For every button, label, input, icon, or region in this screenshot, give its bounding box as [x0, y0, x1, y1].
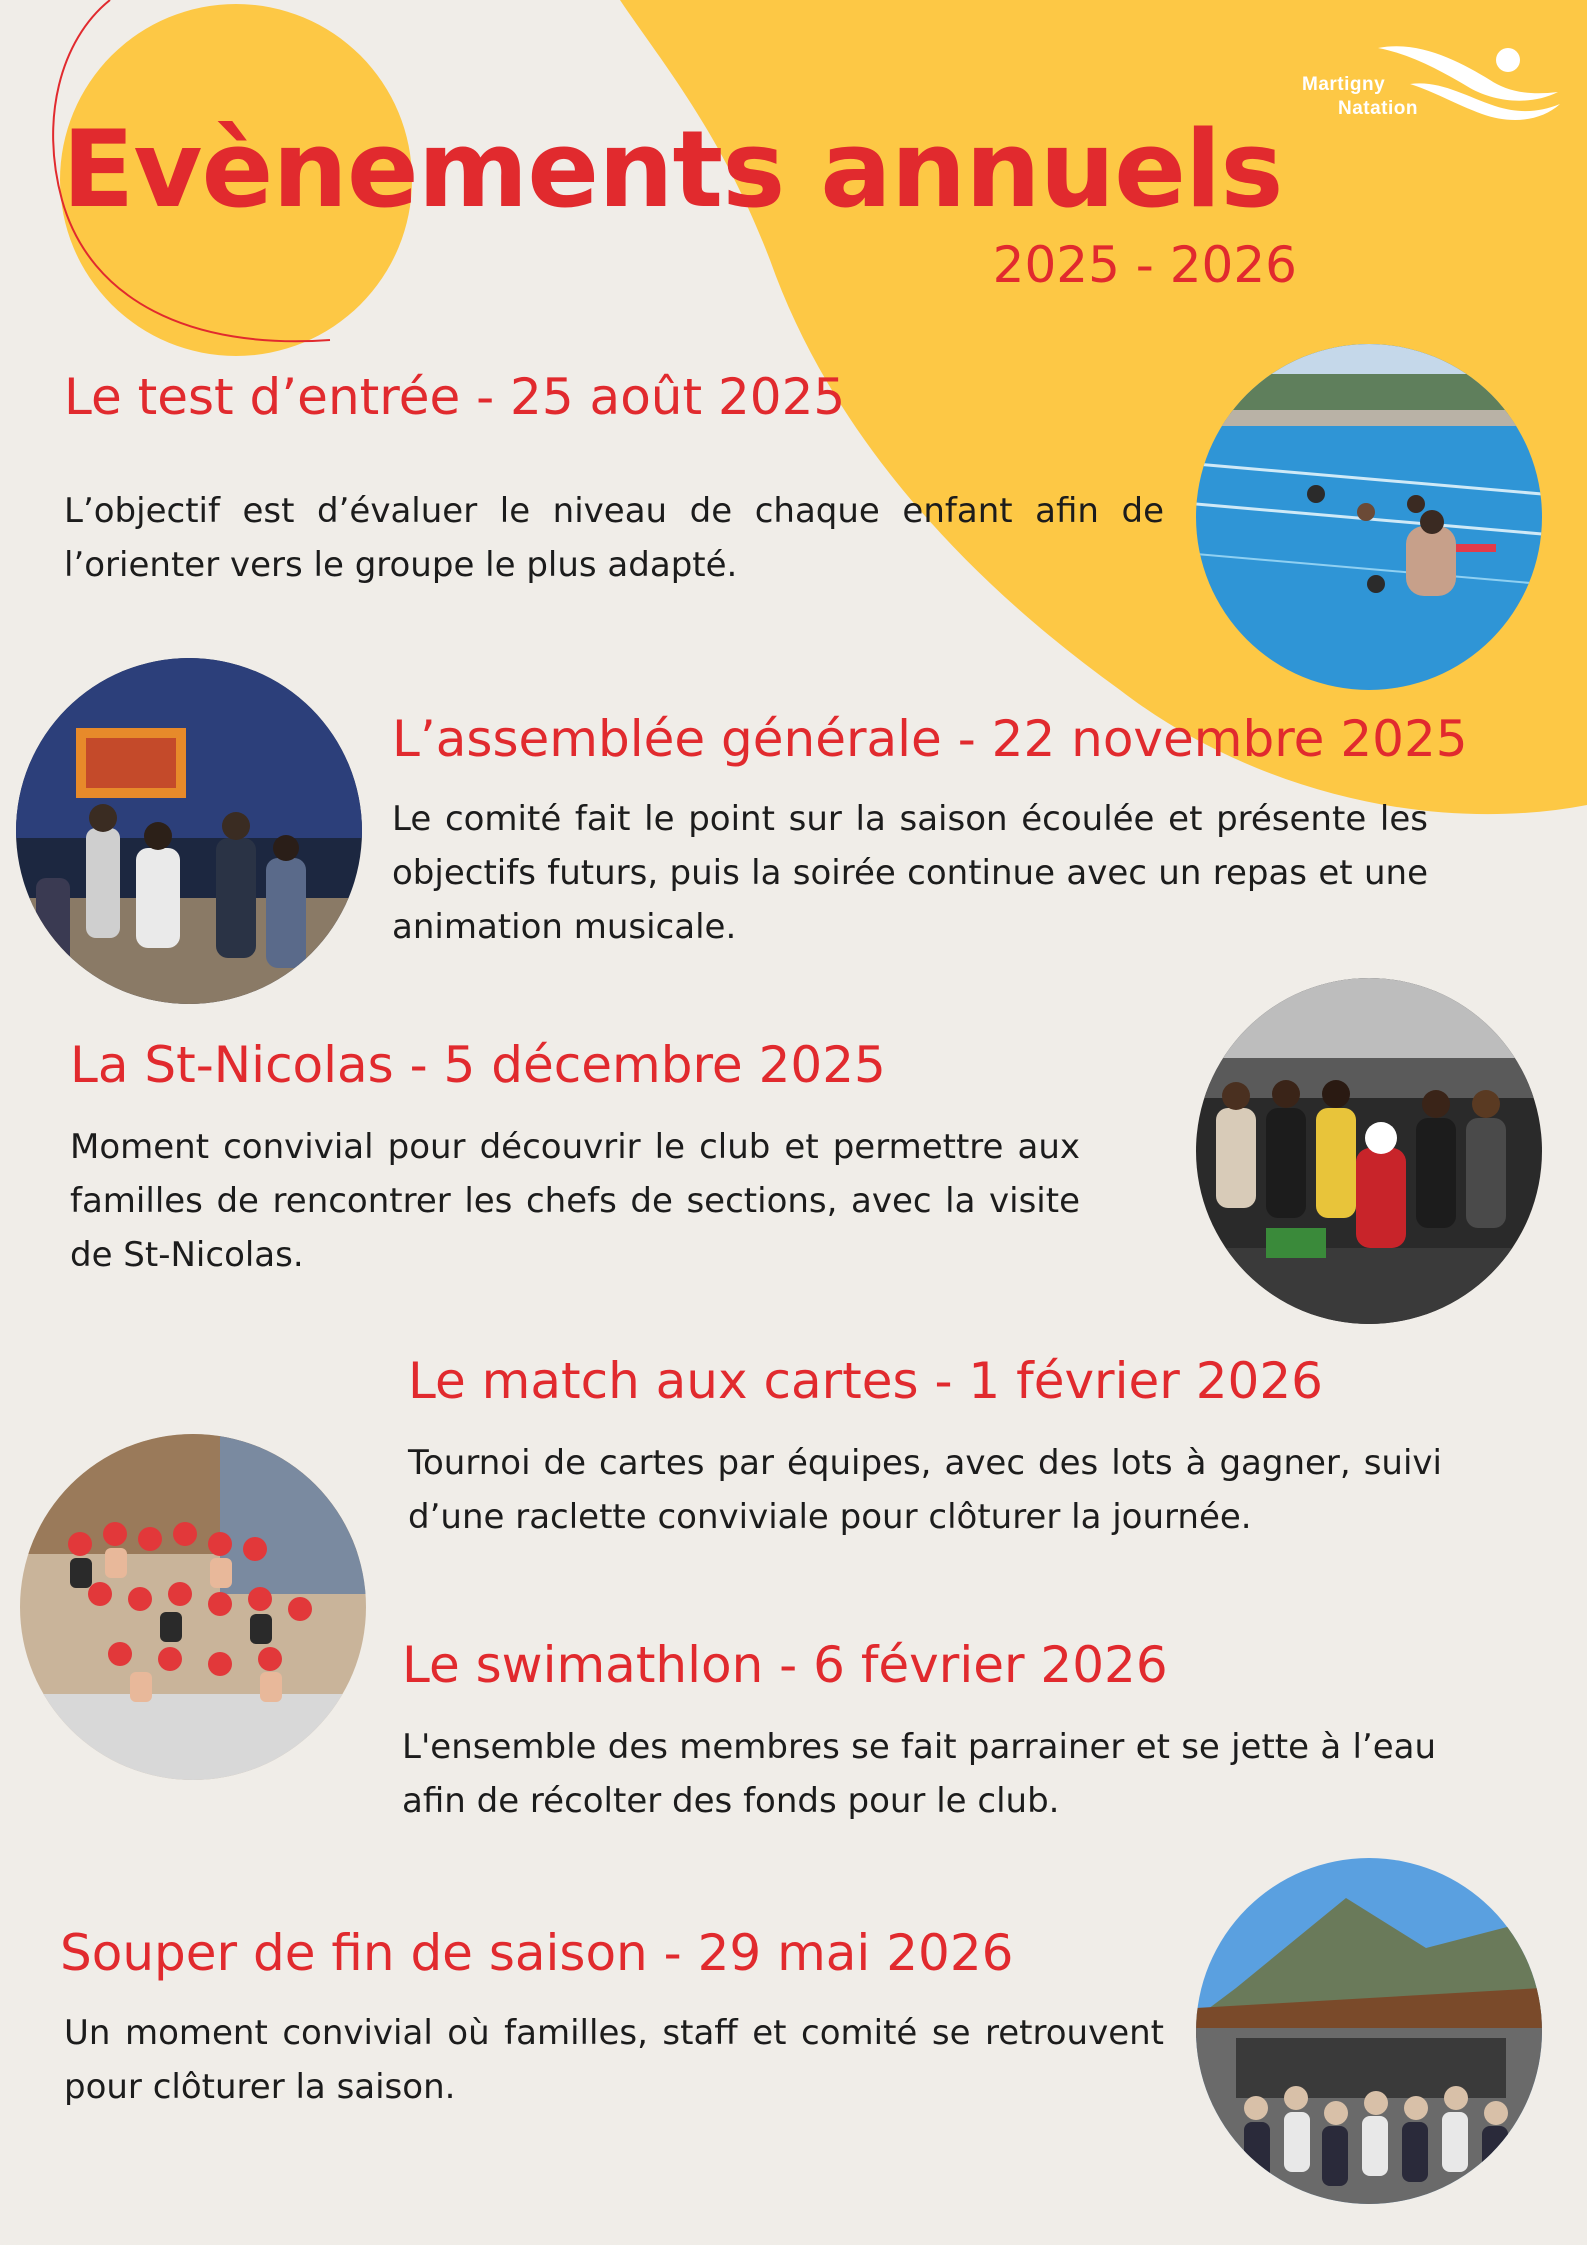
- party-room-photo: [16, 658, 362, 1004]
- season-years: 2025 - 2026: [992, 236, 1297, 294]
- group-with-st-nicolas-photo: [1196, 978, 1542, 1324]
- swimmers-group-photo: [20, 1434, 366, 1780]
- logo-line-1: Martigny: [1302, 74, 1386, 95]
- outdoor-pool-photo: [1196, 344, 1542, 690]
- event-desc-souper-fin-saison: Un moment convivial où familles, staff et comité se retrouvent pour clôturer la saison.: [64, 2013, 1164, 2107]
- outdoor-dinner-photo: [1196, 1858, 1542, 2204]
- club-logo: [1290, 40, 1570, 130]
- event-title-test-entree: Le test d’entrée - 25 août 2025: [64, 368, 846, 426]
- event-title-match-aux-cartes: Le match aux cartes - 1 février 2026: [408, 1352, 1323, 1410]
- event-title-assemblee-generale: L’assemblée générale - 22 novembre 2025: [392, 710, 1468, 768]
- event-title-swimathlon: Le swimathlon - 6 février 2026: [402, 1636, 1168, 1694]
- page-title: Evènements annuels: [62, 108, 1283, 231]
- event-desc-test-entree: L’objectif est d’évaluer le niveau de chaque enfant afin de l’orienter vers le groupe le plus adapté.: [64, 491, 1164, 585]
- event-desc-match-aux-cartes: Tournoi de cartes par équipes, avec des lots à gagner, suivi d’une raclette conviviale pour clôturer la journée.: [408, 1443, 1442, 1537]
- logo-line-2: Natation: [1338, 98, 1418, 119]
- event-desc-swimathlon: L'ensemble des membres se fait parrainer et se jette à l’eau afin de récolter des fonds pour le club.: [402, 1727, 1436, 1821]
- event-desc-assemblee-generale: Le comité fait le point sur la saison écoulée et présente les objectifs futurs, puis la soirée continue avec un repas et une animation musicale.: [392, 799, 1428, 947]
- event-desc-st-nicolas: Moment convivial pour découvrir le club et permettre aux familles de rencontrer les chefs de sections, avec la visite de St-Nicolas.: [70, 1127, 1080, 1275]
- event-title-st-nicolas: La St-Nicolas - 5 décembre 2025: [70, 1036, 886, 1094]
- event-title-souper-fin-saison: Souper de fin de saison - 29 mai 2026: [60, 1924, 1014, 1982]
